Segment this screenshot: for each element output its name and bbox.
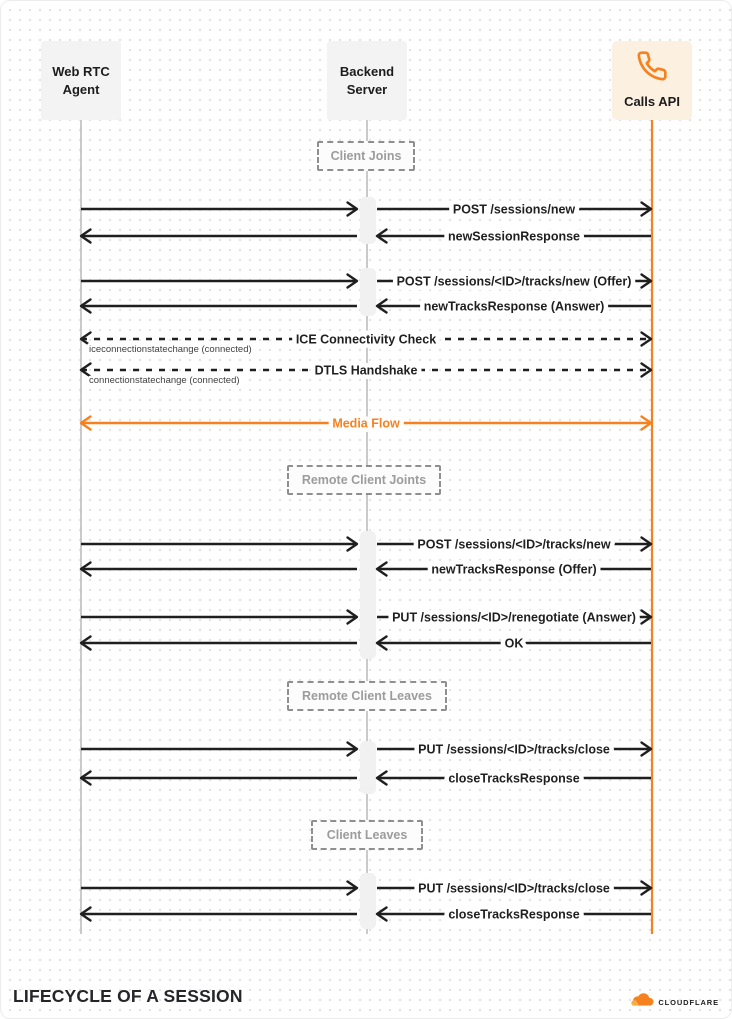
actor-backend-server (327, 41, 407, 120)
actor-label: Calls API (624, 94, 680, 109)
message-label: ICE Connectivity Check (295, 332, 437, 347)
section-remote-client-joints (287, 465, 441, 495)
actor-calls-api (612, 41, 692, 120)
cloudflare-cloud-icon (629, 992, 655, 1013)
message-label: OK (504, 636, 524, 651)
section-remote-client-leaves (287, 681, 447, 711)
message-label: closeTracksResponse (448, 771, 580, 786)
message-label: newTracksResponse (Offer) (431, 562, 597, 577)
message-label: DTLS Handshake (314, 363, 418, 378)
message-label: closeTracksResponse (448, 907, 580, 922)
actor-web-rtc-agent (41, 41, 121, 120)
cloudflare-logo (629, 992, 719, 1013)
message-label: newTracksResponse (Answer) (423, 299, 605, 314)
message-label: POST /sessions/<ID>/tracks/new (Offer) (396, 274, 632, 289)
message-sublabel: connectionstatechange (connected) (89, 375, 240, 386)
section-label-text: Client Leaves (326, 828, 408, 842)
message-label: PUT /sessions/<ID>/tracks/close (418, 881, 610, 896)
section-label-text: Remote Client Leaves (302, 689, 432, 703)
activation-bar (360, 531, 376, 659)
message-label: PUT /sessions/<ID>/renegotiate (Answer) (392, 610, 636, 625)
activation-bar (360, 741, 376, 794)
activation-bar (360, 873, 376, 929)
cloudflare-wordmark: CLOUDFLARE (658, 998, 719, 1007)
section-client-joins (317, 141, 415, 171)
page-title: LIFECYCLE OF A SESSION (13, 986, 243, 1006)
phone-icon (636, 50, 668, 87)
message-label: POST /sessions/new (452, 202, 576, 217)
section-label-text: Client Joins (330, 149, 402, 163)
activation-bar (360, 268, 376, 316)
section-label-text: Remote Client Joints (301, 473, 427, 487)
message-label: PUT /sessions/<ID>/tracks/close (418, 742, 610, 757)
actor-label: Web RTC Agent (52, 63, 110, 97)
activation-bar (360, 197, 376, 244)
message-sublabel: iceconnectionstatechange (connected) (89, 344, 252, 355)
message-label: POST /sessions/<ID>/tracks/new (417, 537, 611, 552)
message-label: Media Flow (332, 416, 400, 431)
section-client-leaves (311, 820, 423, 850)
message-label: newSessionResponse (448, 229, 580, 244)
actor-label: Backend Server (339, 63, 395, 97)
